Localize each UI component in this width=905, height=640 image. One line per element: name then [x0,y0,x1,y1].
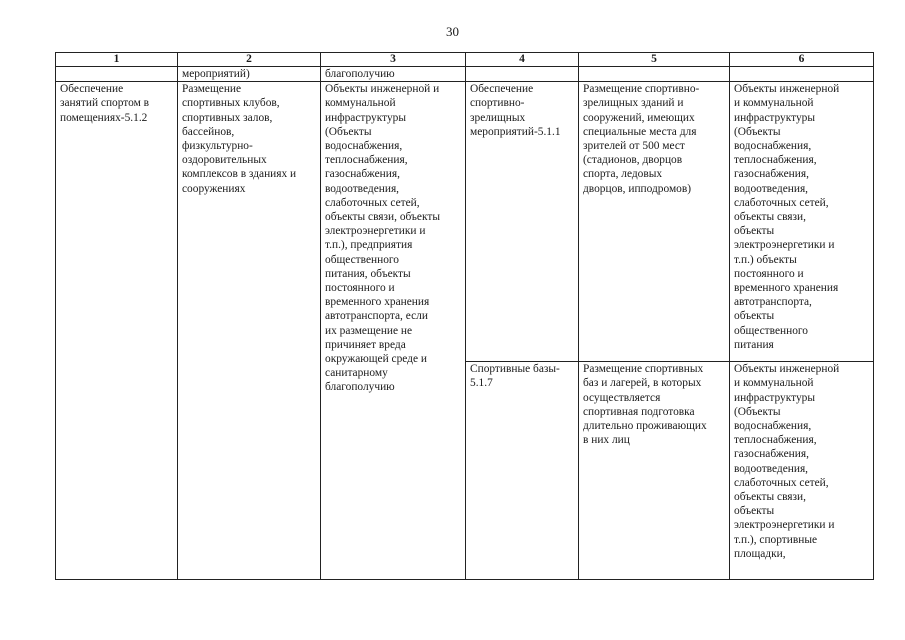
carry-cell-4 [466,67,579,82]
header-col-4: 4 [466,53,579,67]
sub-use-description-cell: Размещение спортивных баз и лагерей, в которых осуществляется спортивная подготовка длительно проживающих в них лиц [579,362,730,580]
sub-use-type-cell: Обеспечение спортивно- зрелищных мероприятий-5.1.1 [466,82,579,362]
header-row [56,53,874,67]
header-col-2: 2 [178,53,321,67]
carry-cell-3: благополучию [321,67,466,82]
auxiliary-objects-cell: Объекты инженерной и коммунальной инфраструктуры (Объекты водоснабжения, теплоснабжения, газоснабжения, водоотведения, слаботочных сетей, объекты связи, объекты электроэнергетики и т.п.), предприятия общественного питания, объекты постоянного и временного хранения автотранспорта, если их размещение не причиняет вреда окружающей среде и санитарному благополучию [321,82,466,580]
table-row-sports-facilities [56,82,874,362]
use-type-cell: Обеспечение занятий спортом в помещениях-5.1.2 [56,82,178,580]
carry-cell-1 [56,67,178,82]
carry-over-row [56,67,874,82]
page-number: 30 [446,24,459,39]
land-use-table [55,52,874,580]
carry-cell-2: мероприятий) [178,67,321,82]
sub-auxiliary-objects-cell: Объекты инженерной и коммунальной инфраструктуры (Объекты водоснабжения, теплоснабжения, газоснабжения, водоотведения, слаботочных сетей, объекты связи, объекты электроэнергетики и т.п.) объекты постоянного и временного хранения автотранспорта, объекты общественного питания [730,82,874,362]
header-col-1: 1 [56,53,178,67]
sub-use-type-cell: Спортивные базы- 5.1.7 [466,362,579,580]
carry-cell-5 [579,67,730,82]
header-col-3: 3 [321,53,466,67]
land-use-table-container [55,52,873,580]
use-description-cell: Размещение спортивных клубов, спортивных залов, бассейнов, физкультурно- оздоровительных комплексов в зданиях и сооружениях [178,82,321,580]
header-col-6: 6 [730,53,874,67]
sub-auxiliary-objects-cell: Объекты инженерной и коммунальной инфраструктуры (Объекты водоснабжения, теплоснабжения, газоснабжения, водоотведения, слаботочных сетей, объекты связи, объекты электроэнергетики и т.п.), спортивные площадки, [730,362,874,580]
carry-cell-6 [730,67,874,82]
sub-use-description-cell: Размещение спортивно- зрелищных зданий и сооружений, имеющих специальные места для зрителей от 500 мест (стадионов, дворцов спорта, ледовых дворцов, ипподромов) [579,82,730,362]
header-col-5: 5 [579,53,730,67]
